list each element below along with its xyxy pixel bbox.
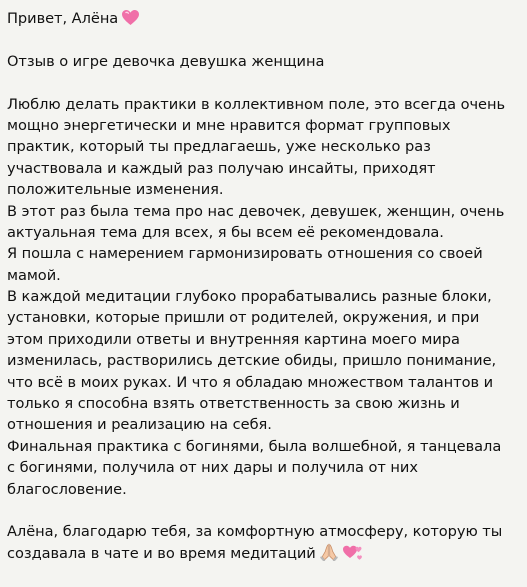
body-line: только я способна взять ответственность за свою жизнь и bbox=[7, 395, 460, 413]
body-line: актуальная тема для всех, я бы всем её рекомендовала. bbox=[7, 223, 444, 241]
body-line: В каждой медитации глубоко прорабатывались разные блоки, bbox=[7, 288, 492, 306]
body-line: с богинями, получила от них дары и получила от них bbox=[7, 459, 418, 477]
body-line: изменилась, растворились детские обиды, пришло понимание, bbox=[7, 352, 497, 370]
body-line: мощно энергетически и мне нравится формат групповых bbox=[7, 116, 451, 134]
hearts-icon bbox=[342, 543, 364, 567]
body-line: этом приходили ответы и внутренняя картина моего мира bbox=[7, 330, 460, 348]
subject-line: Отзыв о игре девочка девушка женщина bbox=[7, 52, 325, 70]
body-line: мамой. bbox=[7, 266, 61, 284]
praying-hands-icon bbox=[319, 543, 339, 567]
closing-text: создавала в чате и во время медитаций bbox=[7, 544, 316, 562]
body-line: участвовала и каждый раз получаю инсайты, приходят bbox=[7, 159, 436, 177]
pink-heart-icon bbox=[121, 9, 140, 32]
body-line: В этот раз была тема про нас девочек, девушек, женщин, очень bbox=[7, 202, 505, 220]
greeting-line bbox=[7, 8, 523, 29]
body-line: Люблю делать практики в коллективном поле, это всегда очень bbox=[7, 95, 506, 113]
body-line: положительные изменения. bbox=[7, 181, 224, 199]
spacer bbox=[7, 29, 523, 50]
closing-line bbox=[7, 543, 523, 564]
body-line: что всё в моих руках. И что я обладаю множеством талантов и bbox=[7, 373, 494, 391]
greeting-text: Привет, Алёна bbox=[7, 10, 119, 27]
closing-line: Алёна, благодарю тебя, за комфортную атмосферу, которую ты bbox=[7, 523, 503, 541]
body-line: благословение. bbox=[7, 480, 127, 498]
spacer bbox=[7, 72, 523, 93]
body-line: Финальная практика с богинями, была волшебной, я танцевала bbox=[7, 437, 502, 455]
body-line: установки, которые пришли от родителей, окружения, и при bbox=[7, 309, 480, 327]
body-line: практик, который ты предлагаешь, уже несколько раз bbox=[7, 138, 431, 156]
body-line: Я пошла с намерением гармонизировать отношения со своей bbox=[7, 245, 483, 263]
spacer bbox=[7, 500, 523, 521]
body-line: отношения и реализацию на себя. bbox=[7, 416, 272, 434]
